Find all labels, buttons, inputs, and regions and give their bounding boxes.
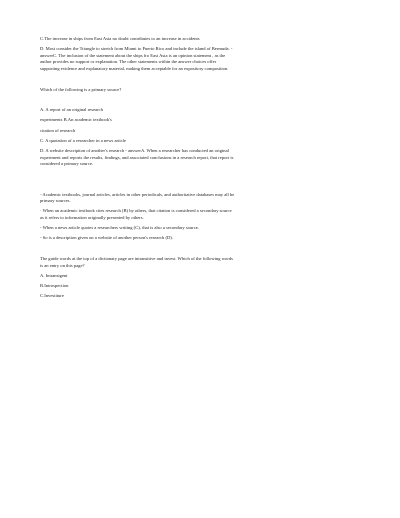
answer-option-a-report: A. A report of an original research: [40, 107, 103, 113]
answer-option-d-website: D. A website description of another's research - answerA. When a researcher has conducted an original experiment and reports the results, findings, and associated conclusions in a research report, that report is considered a primary source.: [40, 147, 234, 167]
explanation-bullet-3: - When a news article quotes a researchers writing (C), that is also a secondary source.: [40, 225, 199, 231]
answer-option-b-line2: citation of research: [40, 127, 76, 133]
answer-option-b-line1: experiments B.An academic textbook's: [40, 117, 112, 123]
document-body: [40, 36, 235, 300]
answer-option-c-increase: C.The increase in ships from East Asia no doubt contributes to an increase in accidents: [40, 36, 200, 41]
explanation-bullet-4: - So is a description given on a website of another person's research (D).: [40, 235, 173, 241]
answer-option-d-most: D. Most consider the Triangle to stretch from Miami to Puerto Rico and include the island of Bermuda. - answerC. The inclusion of the statement about the ships fro East Asia is an opinion statement , as the author provides no support or explanation. The other statements within the answer choices offer supporting evidence and explanatory material, making them acceptable for an expository composition.: [40, 46, 233, 71]
answer-option-b-introspection: B.Introspection: [40, 283, 69, 288]
question-guide-words: The guide words at the top of a dictionary page are intransitive and invest. Which of the following words is an entry on this page?: [40, 256, 233, 268]
question-primary-source: Which of the following is a primary source?: [40, 86, 122, 92]
explanation-bullet-2: · When an academic textbook cites research (B) by others, that citation is considered a secondary source as it refers to information originally presented by others.: [40, 208, 232, 221]
answer-option-c-investiture: C.Investiture: [40, 293, 64, 299]
answer-option-a-intransigent: A. Intransigent: [40, 272, 68, 278]
answer-option-c-quotation: C. A quotation of a researcher in a news article: [40, 137, 126, 143]
explanation-bullet-1: - Academic textbooks, journal articles, articles in other periodicals, and authoritative databases may all be primary sources.: [40, 191, 235, 204]
